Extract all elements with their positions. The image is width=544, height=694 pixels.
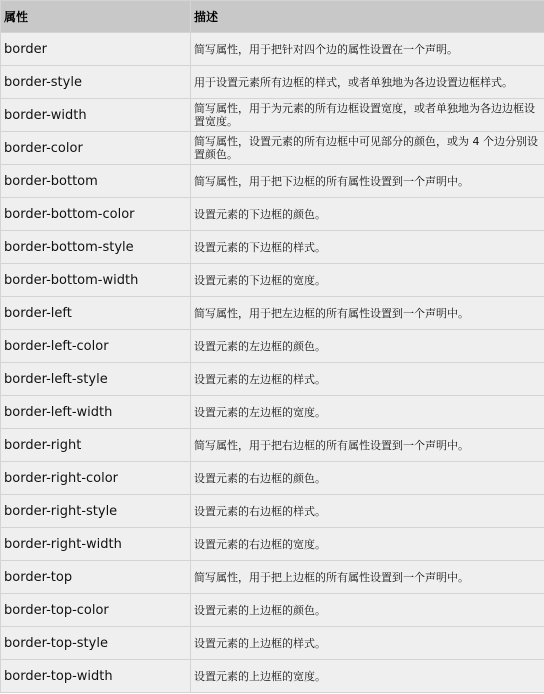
table-row (1, 528, 544, 561)
property-description: 设置元素的下边框的颜色。 (191, 198, 544, 231)
property-name: border-style (1, 66, 191, 99)
property-name: border-right-style (1, 495, 191, 528)
property-name: border-color (1, 132, 191, 165)
table-row (1, 132, 544, 165)
table-row (1, 429, 544, 462)
property-name: border-top-color (1, 594, 191, 627)
property-name: border-bottom-width (1, 264, 191, 297)
property-name: border-bottom-color (1, 198, 191, 231)
table-row (1, 33, 544, 66)
property-description: 设置元素的上边框的宽度。 (191, 660, 544, 693)
table-row (1, 99, 544, 132)
property-name: border-left-color (1, 330, 191, 363)
property-description: 设置元素的上边框的颜色。 (191, 594, 544, 627)
property-description: 简写属性，用于把左边框的所有属性设置到一个声明中。 (191, 297, 544, 330)
table-header (1, 1, 544, 33)
table-row (1, 594, 544, 627)
table-row (1, 462, 544, 495)
property-description: 简写属性，设置元素的所有边框中可见部分的颜色，或为 4 个边分别设置颜色。 (191, 132, 544, 165)
property-name: border-top (1, 561, 191, 594)
property-name: border (1, 33, 191, 66)
header-row (1, 1, 544, 33)
table-row (1, 330, 544, 363)
property-name: border-bottom-style (1, 231, 191, 264)
table-row (1, 363, 544, 396)
property-description: 简写属性，用于把下边框的所有属性设置到一个声明中。 (191, 165, 544, 198)
table-row (1, 264, 544, 297)
property-description: 设置元素的左边框的样式。 (191, 363, 544, 396)
property-name: border-top-style (1, 627, 191, 660)
property-description: 设置元素的上边框的样式。 (191, 627, 544, 660)
property-description: 设置元素的右边框的颜色。 (191, 462, 544, 495)
property-description: 设置元素的左边框的颜色。 (191, 330, 544, 363)
property-name: border-bottom (1, 165, 191, 198)
property-name: border-right-color (1, 462, 191, 495)
table-row (1, 627, 544, 660)
property-description: 简写属性，用于把右边框的所有属性设置到一个声明中。 (191, 429, 544, 462)
property-description: 设置元素的右边框的宽度。 (191, 528, 544, 561)
property-name: border-left-style (1, 363, 191, 396)
table-row (1, 660, 544, 693)
property-description: 简写属性，用于把上边框的所有属性设置到一个声明中。 (191, 561, 544, 594)
property-name: border-right (1, 429, 191, 462)
property-name: border-top-width (1, 660, 191, 693)
table-row (1, 66, 544, 99)
table-body (1, 33, 544, 693)
property-description: 简写属性，用于为元素的所有边框设置宽度，或者单独地为各边边框设置宽度。 (191, 99, 544, 132)
header-property: 属性 (1, 1, 191, 33)
property-name: border-right-width (1, 528, 191, 561)
property-name: border-width (1, 99, 191, 132)
property-description: 用于设置元素所有边框的样式，或者单独地为各边设置边框样式。 (191, 66, 544, 99)
property-name: border-left-width (1, 396, 191, 429)
table-row (1, 396, 544, 429)
table-row (1, 165, 544, 198)
header-description: 描述 (191, 1, 544, 33)
table-row (1, 198, 544, 231)
property-description: 设置元素的下边框的样式。 (191, 231, 544, 264)
property-description: 设置元素的右边框的样式。 (191, 495, 544, 528)
table-row (1, 297, 544, 330)
property-description: 设置元素的左边框的宽度。 (191, 396, 544, 429)
table-row (1, 561, 544, 594)
table-row (1, 495, 544, 528)
table-row (1, 231, 544, 264)
property-name: border-left (1, 297, 191, 330)
property-description: 简写属性，用于把针对四个边的属性设置在一个声明。 (191, 33, 544, 66)
property-description: 设置元素的下边框的宽度。 (191, 264, 544, 297)
